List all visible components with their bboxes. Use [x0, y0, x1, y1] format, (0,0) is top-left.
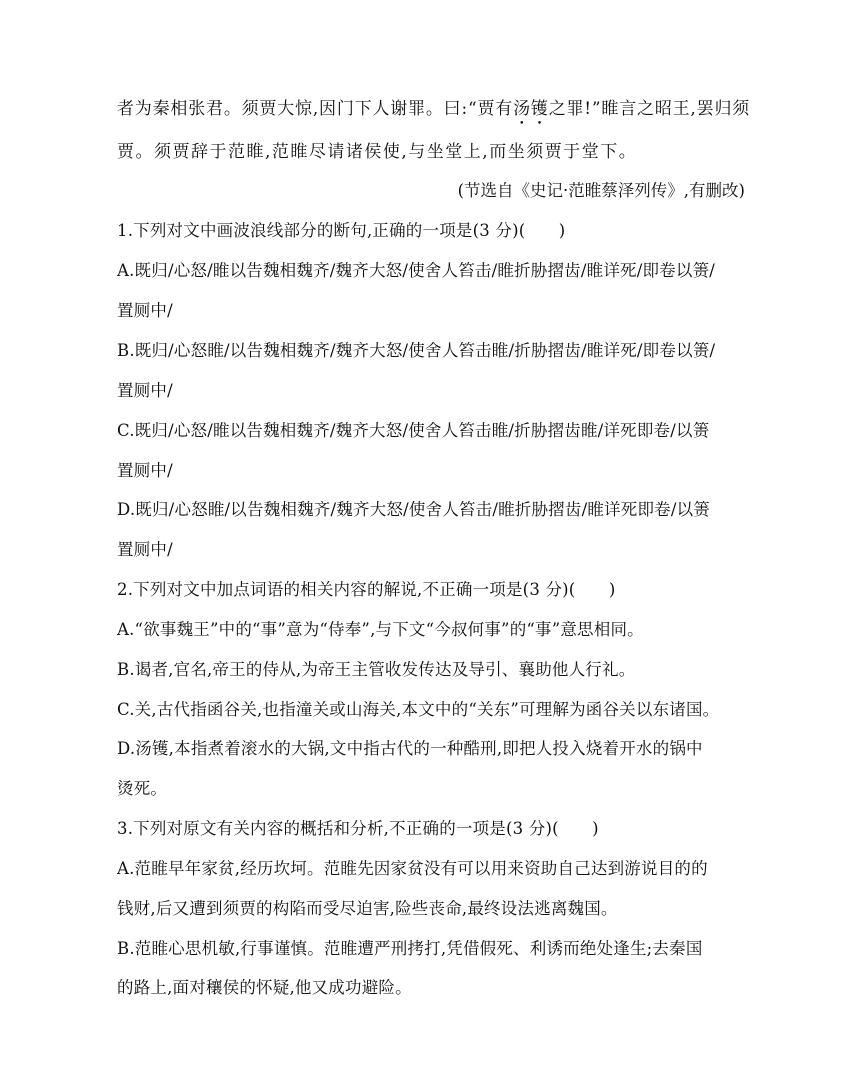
question-3-option-a: A.范睢早年家贫,经历坎坷。范睢先因家贫没有可以用来资助自己达到游说目的的 — [117, 859, 708, 878]
question-1-option-b-cont: 置厕中/ — [117, 381, 173, 400]
question-3-stem: 3.下列对原文有关内容的概括和分析,不正确的一项是(3 分)( ) — [117, 819, 599, 838]
question-3-option-b: B.范睢心思机敏,行事谨慎。范睢遭严刑拷打,凭借假死、利诱而绝处逢生;去秦国 — [117, 939, 703, 958]
passage-text: 者为秦相张君。须贾大惊,因门下人谢罪。曰:“贾有 — [117, 99, 514, 119]
question-3-option-a-cont: 钱财,后又遭到须贾的构陷而受尽迫害,险些丧命,最终设法逃离魏国。 — [117, 899, 618, 918]
source-citation: (节选自《史记·范睢蔡泽列传》,有删改) — [457, 181, 745, 200]
question-3-option-b-cont: 的路上,面对穰侯的怀疑,他又成功避险。 — [117, 978, 412, 997]
passage-line-2: 贾。须贾辞于范睢,范睢尽请诸侯使,与坐堂上,而坐须贾于堂下。 — [117, 142, 638, 162]
question-1-option-a-cont: 置厕中/ — [117, 301, 173, 320]
question-2-option-b: B.谒者,官名,帝王的侍从,为帝王主管收发传达及导引、襄助他人行礼。 — [117, 660, 636, 679]
question-2-stem: 2.下列对文中加点词语的相关内容的解说,不正确一项是(3 分)( ) — [117, 580, 616, 599]
question-2-option-d: D.汤镬,本指煮着滚水的大锅,文中指古代的一种酷刑,即把人投入烧着开水的锅中 — [117, 739, 703, 758]
question-1-stem: 1.下列对文中画波浪线部分的断句,正确的一项是(3 分)( ) — [117, 221, 566, 240]
question-1-option-c: C.既归/心怒/睢以告魏相魏齐/魏齐大怒/使舍人笞击睢/折胁摺齿睢/详死即卷/以箦 — [117, 421, 710, 440]
dotted-word: 汤镬 — [513, 99, 549, 119]
passage-line-1 — [117, 98, 750, 129]
question-1-option-b: B.既归/心怒睢/以告魏相魏齐/魏齐大怒/使舍人笞击睢/折胁摺齿/睢详死/即卷以箦/ — [117, 341, 716, 360]
question-1-option-d-cont: 置厕中/ — [117, 540, 173, 559]
question-2-option-d-cont: 烫死。 — [117, 779, 168, 798]
question-2-option-a: A.“欲事魏王”中的“事”意为“侍奉”,与下文“今叔何事”的“事”意思相同。 — [117, 620, 644, 639]
question-1-option-c-cont: 置厕中/ — [117, 461, 173, 480]
question-1-option-d: D.既归/心怒睢/以告魏相魏齐/魏齐大怒/使舍人笞击/睢折胁摺齿/睢详死即卷/以箦 — [117, 500, 710, 519]
question-2-option-c: C.关,古代指函谷关,也指潼关或山海关,本文中的“关东”可理解为函谷关以东诸国。 — [117, 700, 720, 719]
question-1-option-a: A.既归/心怒/睢以告魏相魏齐/魏齐大怒/使舍人笞击/睢折胁摺齿/睢详死/即卷以箦/ — [117, 261, 716, 280]
passage-text: 之罪!”睢言之昭王,罢归须 — [548, 99, 751, 119]
